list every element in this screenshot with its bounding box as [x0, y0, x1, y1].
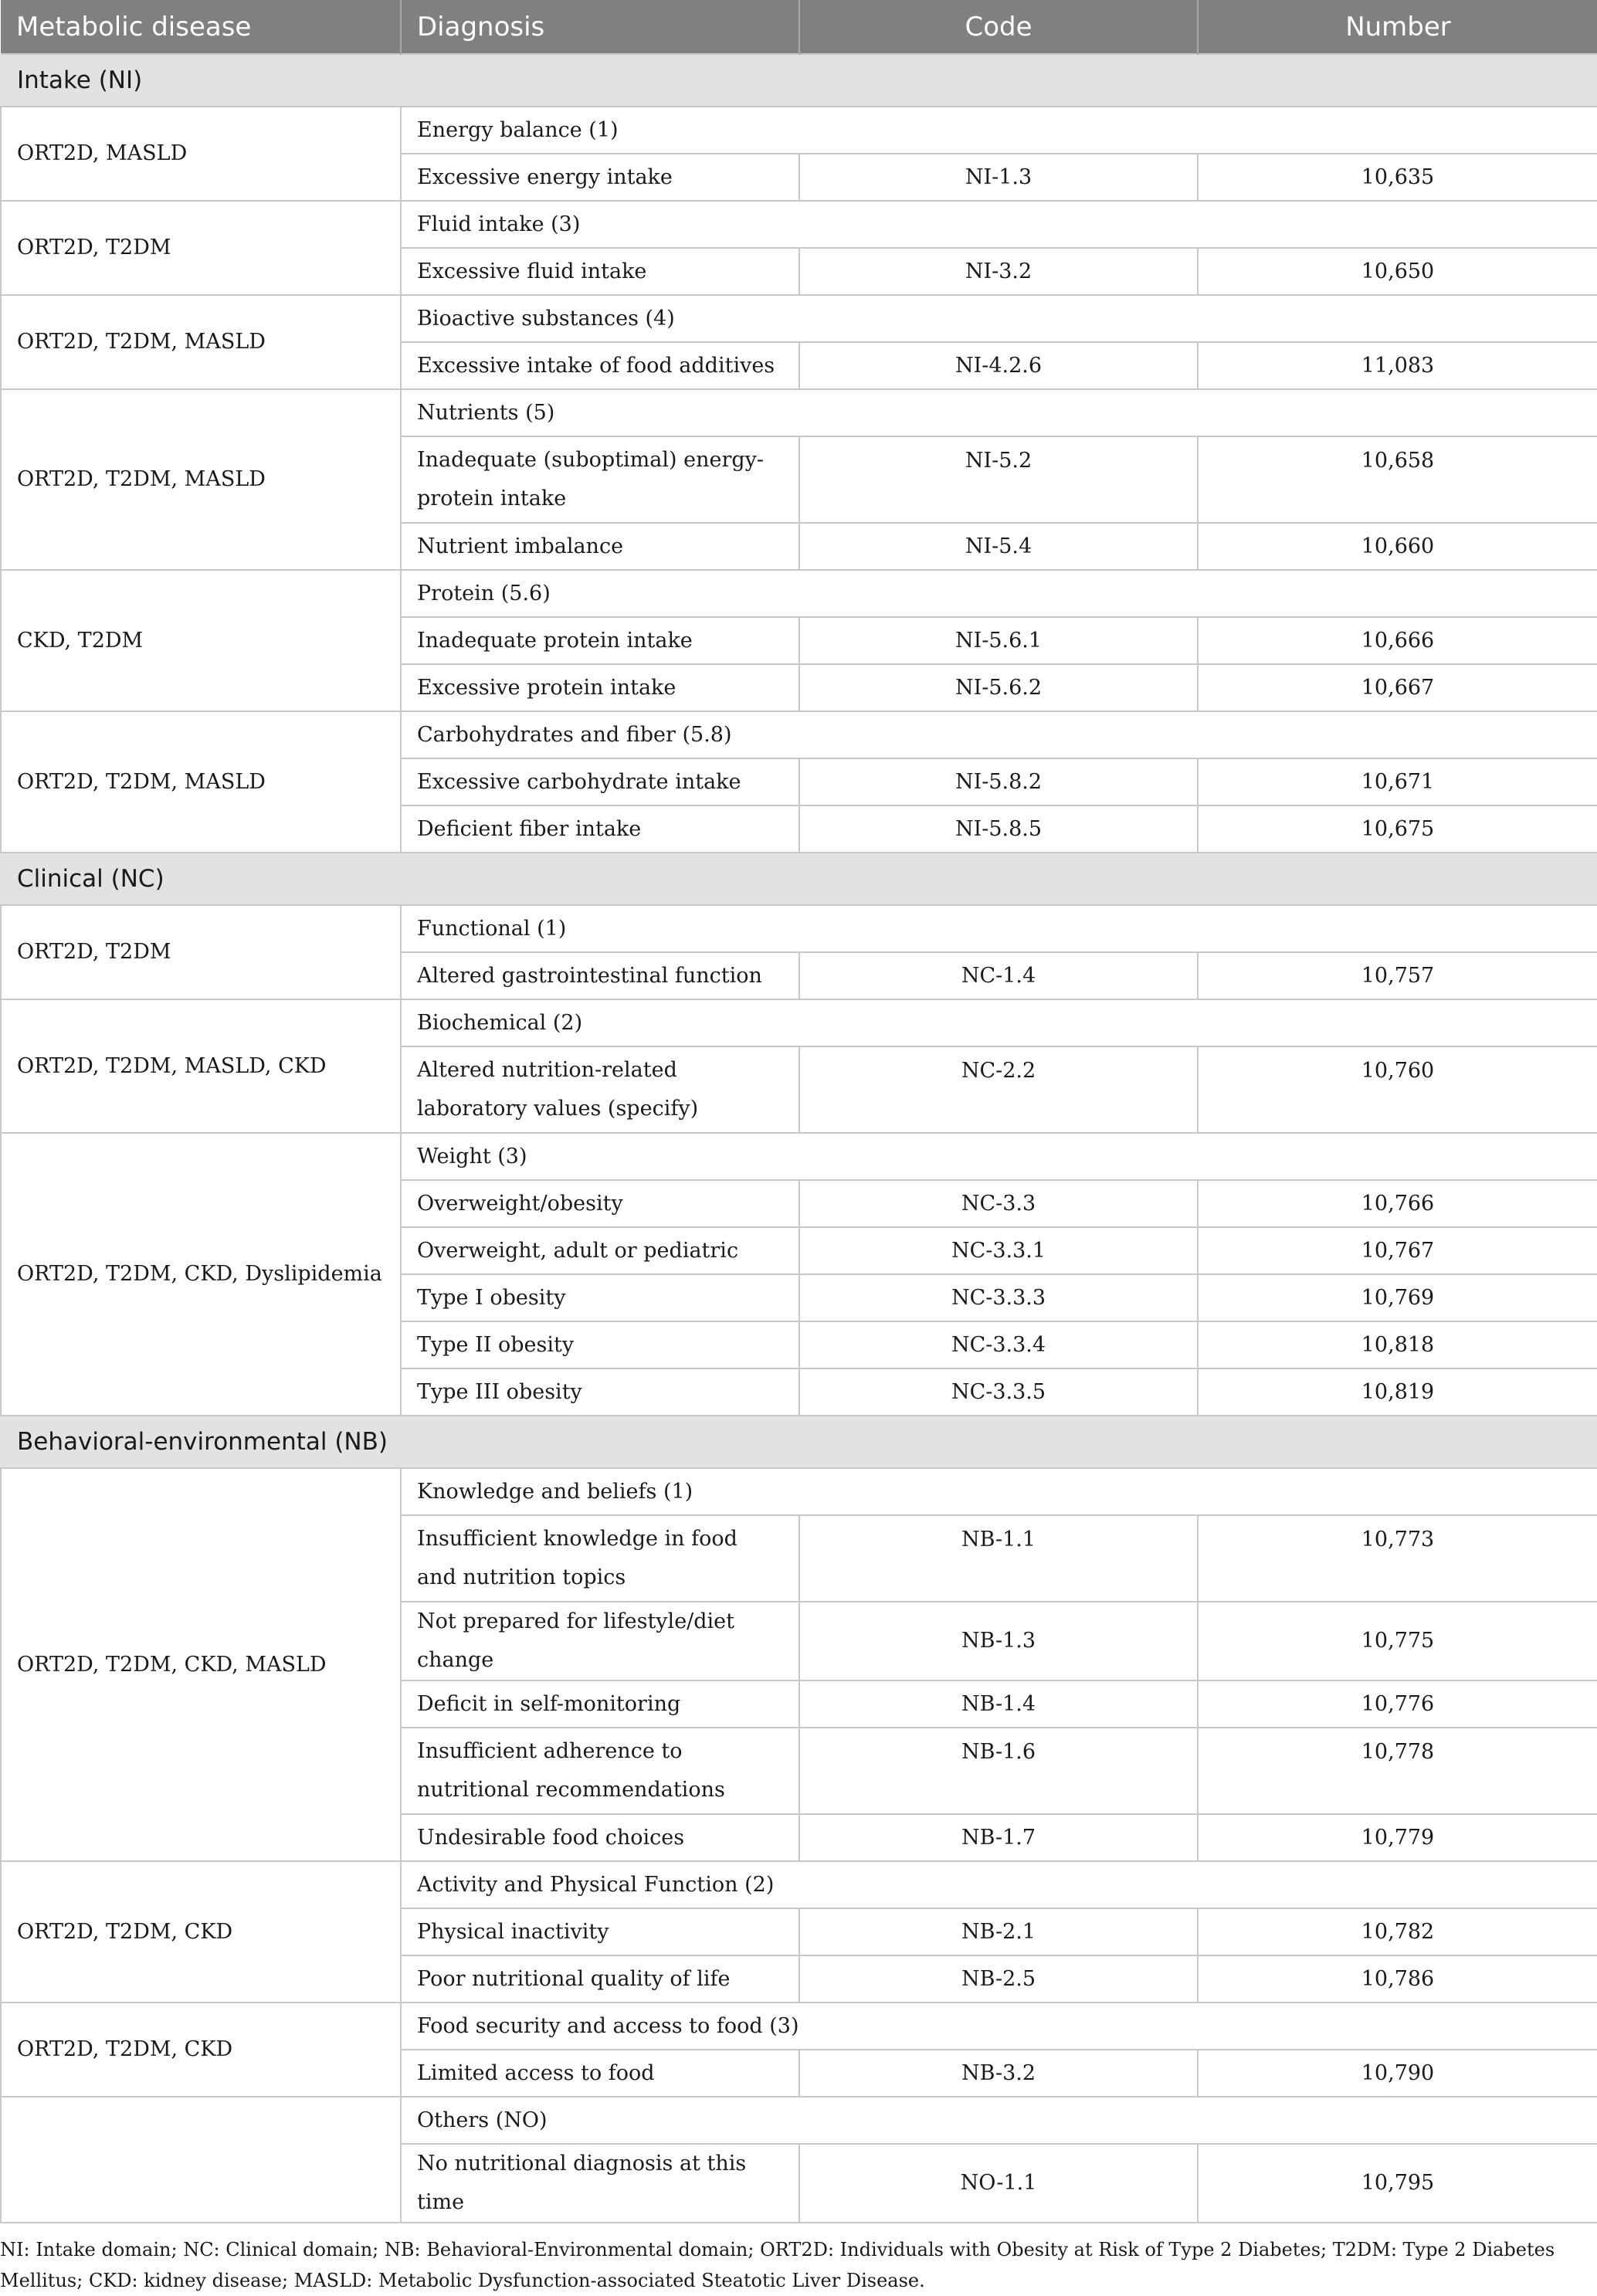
category-cell: Food security and access to food (3)	[401, 2003, 1597, 2050]
category-row	[1, 570, 1597, 617]
number-cell: 10,775	[1198, 1602, 1597, 1680]
diagnosis-cell: No nutritional diagnosis at this time	[401, 2144, 799, 2223]
code-cell: NI-5.6.2	[799, 664, 1198, 711]
category-row	[1, 905, 1597, 952]
code-cell: NI-5.2	[799, 436, 1198, 523]
number-cell: 10,778	[1198, 1728, 1597, 1814]
number-cell: 10,675	[1198, 805, 1597, 853]
header-code: Code	[799, 0, 1198, 54]
diagnosis-cell: Excessive protein intake	[401, 664, 799, 711]
diagnosis-cell: Excessive fluid intake	[401, 248, 799, 295]
diagnosis-cell: Overweight/obesity	[401, 1180, 799, 1227]
domain-label: Behavioral-environmental (NB)	[1, 1416, 1597, 1468]
number-cell: 10,650	[1198, 248, 1597, 295]
number-cell: 10,767	[1198, 1227, 1597, 1274]
diagnosis-cell: Excessive intake of food additives	[401, 342, 799, 389]
diagnosis-cell: Excessive carbohydrate intake	[401, 758, 799, 805]
code-cell: NI-5.4	[799, 523, 1198, 570]
category-row	[1, 711, 1597, 758]
domain-label: Intake (NI)	[1, 54, 1597, 107]
category-row	[1, 107, 1597, 154]
table-footnote: NI: Intake domain; NC: Clinical domain; NB: Behavioral-Environmental domain; ORT2D: Individuals with Obesity at Risk of Type 2 Diabetes; T2DM: Type 2 Diabetes Mellitus; CKD: kidney disease; MASLD: Metabolic Dysfunction-associated Steatotic Liver Disease.	[0, 2239, 1555, 2291]
code-cell: NB-1.4	[799, 1680, 1198, 1728]
header-number: Number	[1198, 0, 1597, 54]
category-row	[1, 2097, 1597, 2144]
metabolic-disease-cell: ORT2D, T2DM, CKD, Dyslipidemia	[1, 1133, 401, 1416]
code-cell: NI-3.2	[799, 248, 1198, 295]
metabolic-disease-cell: ORT2D, T2DM, CKD	[1, 2003, 401, 2097]
domain-row	[1, 1416, 1597, 1468]
code-cell: NI-5.8.2	[799, 758, 1198, 805]
code-cell: NI-4.2.6	[799, 342, 1198, 389]
category-cell: Others (NO)	[401, 2097, 1597, 2144]
number-cell: 10,773	[1198, 1515, 1597, 1602]
number-cell: 10,819	[1198, 1368, 1597, 1416]
code-cell: NC-1.4	[799, 952, 1198, 999]
code-cell: NB-1.6	[799, 1728, 1198, 1814]
code-cell: NI-5.6.1	[799, 617, 1198, 664]
category-row	[1, 201, 1597, 248]
category-cell: Activity and Physical Function (2)	[401, 1861, 1597, 1908]
number-cell: 10,671	[1198, 758, 1597, 805]
diagnosis-cell: Inadequate protein intake	[401, 617, 799, 664]
number-cell: 10,635	[1198, 154, 1597, 201]
header-row	[1, 0, 1597, 54]
header-metabolic-disease: Metabolic disease	[1, 0, 401, 54]
code-cell: NB-1.7	[799, 1814, 1198, 1861]
metabolic-disease-cell: ORT2D, T2DM, CKD, MASLD	[1, 1468, 401, 1861]
domain-row	[1, 54, 1597, 107]
category-cell: Bioactive substances (4)	[401, 295, 1597, 342]
metabolic-disease-cell: ORT2D, T2DM, MASLD	[1, 389, 401, 570]
category-cell: Protein (5.6)	[401, 570, 1597, 617]
number-cell: 10,786	[1198, 1955, 1597, 2003]
code-cell: NI-1.3	[799, 154, 1198, 201]
number-cell: 10,766	[1198, 1180, 1597, 1227]
category-cell: Functional (1)	[401, 905, 1597, 952]
metabolic-disease-cell: ORT2D, T2DM, MASLD, CKD	[1, 999, 401, 1133]
diagnosis-cell: Excessive energy intake	[401, 154, 799, 201]
diagnosis-cell: Overweight, adult or pediatric	[401, 1227, 799, 1274]
code-cell: NC-3.3.3	[799, 1274, 1198, 1321]
metabolic-disease-cell: ORT2D, T2DM, CKD	[1, 1861, 401, 2003]
code-cell: NC-2.2	[799, 1046, 1198, 1133]
metabolic-disease-cell: ORT2D, T2DM	[1, 905, 401, 999]
code-cell: NC-3.3.4	[799, 1321, 1198, 1368]
diagnosis-cell: Undesirable food choices	[401, 1814, 799, 1861]
number-cell: 10,658	[1198, 436, 1597, 523]
code-cell: NB-1.1	[799, 1515, 1198, 1602]
domain-label: Clinical (NC)	[1, 853, 1597, 905]
domain-row	[1, 853, 1597, 905]
metabolic-disease-cell: ORT2D, MASLD	[1, 107, 401, 201]
metabolic-disease-cell: ORT2D, T2DM, MASLD	[1, 711, 401, 853]
number-cell: 10,660	[1198, 523, 1597, 570]
code-cell: NC-3.3.1	[799, 1227, 1198, 1274]
category-cell: Knowledge and beliefs (1)	[401, 1468, 1597, 1515]
number-cell: 11,083	[1198, 342, 1597, 389]
diagnosis-cell: Insufficient adherence to nutritional recommendations	[401, 1728, 799, 1814]
diagnosis-cell: Deficient fiber intake	[401, 805, 799, 853]
number-cell: 10,769	[1198, 1274, 1597, 1321]
diagnosis-cell: Altered gastrointestinal function	[401, 952, 799, 999]
metabolic-disease-cell: CKD, T2DM	[1, 570, 401, 711]
diagnosis-cell: Inadequate (suboptimal) energy-protein intake	[401, 436, 799, 523]
code-cell: NB-2.1	[799, 1908, 1198, 1955]
diagnosis-cell: Type III obesity	[401, 1368, 799, 1416]
category-cell: Biochemical (2)	[401, 999, 1597, 1046]
number-cell: 10,790	[1198, 2050, 1597, 2097]
category-row	[1, 999, 1597, 1046]
category-row	[1, 1468, 1597, 1515]
code-cell: NB-2.5	[799, 1955, 1198, 2003]
category-row	[1, 1133, 1597, 1180]
diagnosis-cell: Deficit in self-monitoring	[401, 1680, 799, 1728]
category-row	[1, 295, 1597, 342]
category-cell: Fluid intake (3)	[401, 201, 1597, 248]
number-cell: 10,666	[1198, 617, 1597, 664]
number-cell: 10,667	[1198, 664, 1597, 711]
header-diagnosis: Diagnosis	[401, 0, 799, 54]
diagnosis-cell: Altered nutrition-related laboratory values (specify)	[401, 1046, 799, 1133]
category-row	[1, 2003, 1597, 2050]
code-cell: NI-5.8.5	[799, 805, 1198, 853]
diagnosis-cell: Type I obesity	[401, 1274, 799, 1321]
category-cell: Carbohydrates and fiber (5.8)	[401, 711, 1597, 758]
number-cell: 10,795	[1198, 2144, 1597, 2223]
category-cell: Nutrients (5)	[401, 389, 1597, 436]
code-cell: NC-3.3.5	[799, 1368, 1198, 1416]
number-cell: 10,760	[1198, 1046, 1597, 1133]
diagnosis-cell: Physical inactivity	[401, 1908, 799, 1955]
table-header	[1, 0, 1597, 54]
code-cell: NB-1.3	[799, 1602, 1198, 1680]
number-cell: 10,782	[1198, 1908, 1597, 1955]
diagnosis-cell: Type II obesity	[401, 1321, 799, 1368]
number-cell: 10,776	[1198, 1680, 1597, 1728]
metabolic-disease-cell	[1, 2097, 401, 2223]
category-cell: Energy balance (1)	[401, 107, 1597, 154]
number-cell: 10,779	[1198, 1814, 1597, 1861]
diagnosis-cell: Insufficient knowledge in food and nutrition topics	[401, 1515, 799, 1602]
diagnosis-cell: Not prepared for lifestyle/diet change	[401, 1602, 799, 1680]
metabolic-disease-cell: ORT2D, T2DM, MASLD	[1, 295, 401, 389]
category-row	[1, 1861, 1597, 1908]
table-body	[1, 54, 1597, 2223]
diagnosis-cell: Nutrient imbalance	[401, 523, 799, 570]
category-cell: Weight (3)	[401, 1133, 1597, 1180]
code-cell: NB-3.2	[799, 2050, 1198, 2097]
code-cell: NO-1.1	[799, 2144, 1198, 2223]
metabolic-disease-cell: ORT2D, T2DM	[1, 201, 401, 295]
diagnosis-cell: Limited access to food	[401, 2050, 799, 2097]
category-row	[1, 389, 1597, 436]
number-cell: 10,757	[1198, 952, 1597, 999]
number-cell: 10,818	[1198, 1321, 1597, 1368]
code-cell: NC-3.3	[799, 1180, 1198, 1227]
diagnosis-cell: Poor nutritional quality of life	[401, 1955, 799, 2003]
